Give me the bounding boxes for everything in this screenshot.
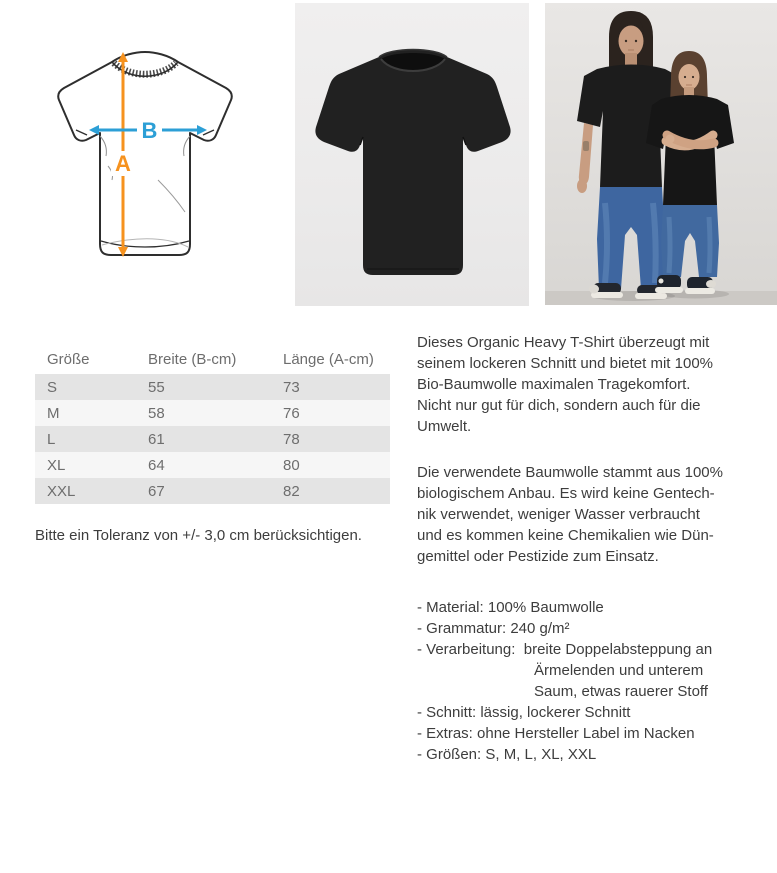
cell-length: 76 — [283, 404, 300, 422]
text-line: biologischem Anbau. Es wird keine Gentech- — [417, 485, 715, 502]
black-tshirt-flat — [313, 41, 513, 281]
tolerance-note: Bitte ein Toleranz von +/- 3,0 cm berücksichtigen. — [35, 527, 362, 544]
product-specs — [417, 597, 773, 765]
text-line: und es kommen keine Chemikalien wie Dün- — [417, 527, 714, 544]
tshirt-size-diagram — [40, 48, 250, 268]
description-paragraph-2 — [417, 462, 773, 567]
product-photo-flat[interactable] — [295, 3, 529, 306]
text-line: nik verwendet, weniger Wasser verbraucht — [417, 506, 700, 523]
length-arrow-label: A — [115, 151, 131, 176]
spec-line-extras: - Extras: ohne Hersteller Label im Nacken — [417, 725, 695, 742]
cell-width: 67 — [148, 482, 165, 500]
table-row — [35, 426, 390, 452]
table-row — [35, 452, 390, 478]
spec-line-grammage: - Grammatur: 240 g/m² — [417, 620, 570, 637]
text-line: Die verwendete Baumwolle stammt aus 100% — [417, 464, 723, 481]
spec-line-workmanship: - Verarbeitung: breite Doppelabsteppung an — [417, 641, 713, 658]
cell-length: 82 — [283, 482, 300, 500]
table-row — [35, 478, 390, 504]
cell-length: 73 — [283, 378, 300, 396]
table-row — [35, 400, 390, 426]
tshirt-outline — [58, 52, 232, 255]
text-line: Dieses Organic Heavy T-Shirt überzeugt mit — [417, 334, 710, 351]
models-scene — [545, 3, 777, 305]
spec-line-sizes: - Größen: S, M, L, XL, XXL — [417, 746, 597, 763]
text-line: gemittel oder Pestizide zum Einsatz. — [417, 548, 659, 565]
cell-size: XL — [47, 456, 66, 474]
spec-line-material: - Material: 100% Baumwolle — [417, 599, 604, 616]
cell-length: 80 — [283, 456, 300, 474]
cell-size: M — [47, 404, 60, 422]
cell-width: 64 — [148, 456, 165, 474]
spec-line-workmanship-cont: Saum, etwas rauerer Stoff — [534, 683, 708, 700]
size-table — [35, 344, 390, 504]
cell-width: 55 — [148, 378, 165, 396]
cell-size: S — [47, 378, 58, 396]
product-description — [417, 332, 773, 765]
text-line: Nicht nur gut für dich, sondern auch für die — [417, 397, 701, 414]
table-row — [35, 374, 390, 400]
width-arrow-label: B — [141, 118, 158, 143]
text-line: Bio-Baumwolle maximalen Tragekomfort. — [417, 376, 691, 393]
size-diagram-image[interactable] — [40, 48, 250, 268]
text-line: Umwelt. — [417, 418, 472, 435]
column-header-size: Größe — [47, 350, 90, 368]
cell-width: 58 — [148, 404, 165, 422]
text-line: seinem lockeren Schnitt und bietet mit 100% — [417, 355, 713, 372]
cell-size: XXL — [47, 482, 76, 500]
spec-line-fit: - Schnitt: lässig, lockerer Schnitt — [417, 704, 631, 721]
column-header-length: Länge (A-cm) — [283, 350, 374, 368]
column-header-width: Breite (B-cm) — [148, 350, 237, 368]
spec-line-workmanship-cont: Ärmelenden und unterem — [534, 662, 704, 679]
description-paragraph-1 — [417, 332, 773, 437]
cell-width: 61 — [148, 430, 165, 448]
cell-length: 78 — [283, 430, 300, 448]
size-table-header — [35, 344, 390, 374]
cell-size: L — [47, 430, 56, 448]
product-photo-models[interactable] — [545, 3, 777, 305]
